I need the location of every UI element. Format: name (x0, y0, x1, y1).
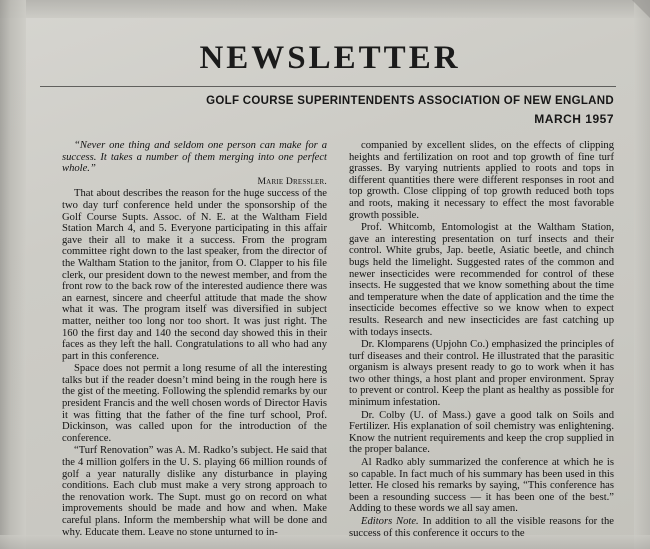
pull-quote: “Never one thing and seldom one person can make for a success. It takes a number of them merging into one perfect whole.” (62, 140, 327, 175)
left-column (62, 140, 327, 539)
article-columns (62, 140, 614, 539)
editors-note-label: Editors Note. (361, 516, 419, 527)
pull-quote-attribution: Marie Dressler. (257, 175, 327, 187)
scan-edge-left (0, 0, 26, 549)
masthead-divider (40, 86, 616, 87)
right-column (349, 140, 614, 539)
paragraph: companied by excellent slides, on the effects of clipping heights and fertilization on root and top growth of fine turf grasses. By varying nutrients applied to roots and tops in different quantities there were different responses in root and top growth. Close clipping of top growth reduced both tops and roots, making it necessary to effect the most favorable growth possible. (349, 140, 614, 221)
issue-date: MARCH 1957 (534, 112, 614, 126)
paragraph: Prof. Whitcomb, Entomologist at the Waltham Station, gave an interesting presentation on turf insects and their control. White grubs, Jap. beetle, Asiatic beetle, and chinch bugs held the limelight. Suggested rates of the common and newer insecticides were recommended for control of these insects. He suggested that we know something about the time and temperature when the date of application and the time the insecticide becomes effective so we know when to expect results. Research and new insecticides are fast catching up with todays insects. (349, 222, 614, 338)
page-corner-fold (632, 0, 650, 18)
page-title: NEWSLETTER (199, 40, 461, 76)
paragraph: Dr. Colby (U. of Mass.) gave a good talk on Soils and Fertilizer. His explanation of soil chemistry was enlightening. Know the nutrient requirements and keep the crop supplied in the proper balance. (349, 409, 614, 456)
organization-name: GOLF COURSE SUPERINTENDENTS ASSOCIATION OF NEW ENGLAND (206, 95, 614, 107)
paragraph: That about describes the reason for the huge success of the two day turf conference held under the sponsorship of the Golf Course Supts. Assoc. of N. E. at the Waltham Field Station March 4, and 5. Everyone participating in this affair gave their all to make it a success. From the program committee right down to the last speaker, from the director of the Waltham Station to the janitor, from O. Clapper to his file clerk, our president down to the newest member, and from the front row to the back row of the interested audience there was an earnest, sincere and cheerful attitude that made the show what it was. The program itself was diversified in subject matter, neither too long nor too short. It was just right. The 160 the first day and 140 the second day showed this in their faces as they left the hall. Congratulations to all who had any part in this conference. (62, 188, 327, 362)
masthead (26, 14, 634, 126)
newsletter-sheet (26, 14, 634, 539)
paragraph: Dr. Klomparens (Upjohn Co.) emphasized the principles of turf diseases and their control. He illustrated that the parasitic organism is always present ready to go to work when it has two other things, a host plant and proper environment. Spray to prevent or control. Keep the plant as healthy as possible for minimum infestation. (349, 339, 614, 409)
scan-edge-right (634, 0, 650, 549)
paragraph: Space does not permit a long resume of all the interesting talks but if the reader doesn’t mind being in the rough here is the gist of the meeting. Following the splendid remarks by our president Francis and the well chosen words of Director Havis it was fitting that the father of the fine turf school, Prof. Dickinson, was called upon for the introduction of the conference. (62, 363, 327, 444)
paragraph: Al Radko ably summarized the conference at which he is so capable. In fact much of his summary has been used in this letter. He closed his remarks by saying, “This conference has been a resounding success — it has been one of the best.” Adding to these words we all say amen. (349, 457, 614, 515)
paragraph: “Turf Renovation” was A. M. Radko’s subject. He said that the 4 million golfers in the U. S. playing 66 million rounds of golf a year naturally dislike any disturbance in playing conditions. Each club must make a very strong approach to the renovation work. The Supt. must go on record on what improvements should be made and how and when. Make careful plans. Inform the membership what will be done and why. Educate them. Leave no stone unturned to in- (62, 445, 327, 538)
editors-note (349, 516, 614, 539)
editors-note-text: In addition to all the visible reasons for the success of this conference it occurs to the (349, 516, 614, 539)
